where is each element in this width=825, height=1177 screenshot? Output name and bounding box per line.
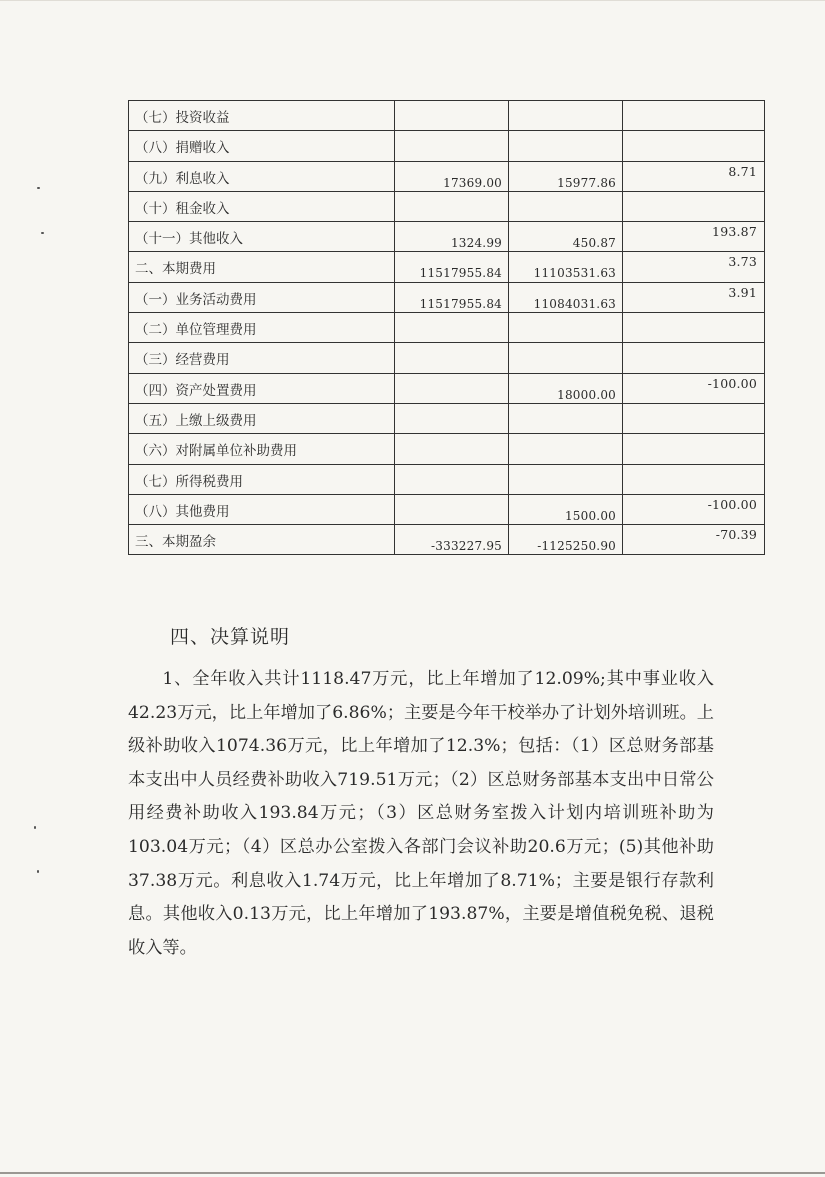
scan-speck (37, 870, 39, 873)
row-change-percent: -70.39 (623, 525, 765, 555)
row-current-amount: 17369.00 (395, 161, 509, 191)
row-current-amount (395, 101, 509, 131)
scan-speck (37, 187, 40, 189)
row-current-amount (395, 343, 509, 373)
row-change-percent: -100.00 (623, 373, 765, 403)
table-row (129, 525, 765, 555)
row-current-amount: 1324.99 (395, 222, 509, 252)
row-previous-amount (509, 131, 623, 161)
table-row (129, 222, 765, 252)
row-change-percent (623, 191, 765, 221)
row-item-label: （八）捐赠收入 (129, 131, 395, 161)
row-change-percent (623, 434, 765, 464)
row-change-percent: 3.91 (623, 282, 765, 312)
row-previous-amount: 1500.00 (509, 494, 623, 524)
row-item-label: （七）投资收益 (129, 101, 395, 131)
row-previous-amount: 11084031.63 (509, 282, 623, 312)
row-current-amount (395, 464, 509, 494)
row-change-percent (623, 313, 765, 343)
row-current-amount (395, 494, 509, 524)
row-previous-amount: 18000.00 (509, 373, 623, 403)
table-row (129, 282, 765, 312)
row-current-amount (395, 434, 509, 464)
row-item-label: （八）其他费用 (129, 494, 395, 524)
row-item-label: （一）业务活动费用 (129, 282, 395, 312)
row-current-amount: 11517955.84 (395, 252, 509, 282)
table-row (129, 434, 765, 464)
page-bottom-edge (0, 1172, 825, 1174)
table-row (129, 343, 765, 373)
row-change-percent (623, 403, 765, 433)
row-current-amount (395, 403, 509, 433)
row-previous-amount (509, 313, 623, 343)
row-item-label: （九）利息收入 (129, 161, 395, 191)
row-previous-amount: 450.87 (509, 222, 623, 252)
row-item-label: 三、本期盈余 (129, 525, 395, 555)
row-current-amount (395, 131, 509, 161)
section-heading: 四、决算说明 (170, 626, 291, 648)
row-item-label: （七）所得税费用 (129, 464, 395, 494)
row-change-percent (623, 343, 765, 373)
row-item-label: （三）经营费用 (129, 343, 395, 373)
row-item-label: （十）租金收入 (129, 191, 395, 221)
row-previous-amount (509, 343, 623, 373)
income-expense-table (128, 100, 765, 555)
row-item-label: （二）单位管理费用 (129, 313, 395, 343)
table-row (129, 191, 765, 221)
row-previous-amount (509, 403, 623, 433)
table-row (129, 464, 765, 494)
row-previous-amount (509, 101, 623, 131)
row-current-amount (395, 313, 509, 343)
row-change-percent (623, 101, 765, 131)
explanation-paragraph: 1、全年收入共计1118.47万元，比上年增加了12.09%;其中事业收入42.23万元，比上年增加了6.86%；主要是今年干校举办了计划外培训班。上级补助收入1074.36万元，比上年增加了12.3%；包括：（1）区总财务部基本支出中人员经费补助收入719.51万元；（2）区总财务部基本支出中日常公用经费补助收入193.84万元；（3）区总财务室拨入计划内培训班补助为103.04万元；（4）区总办公室拨入各部门会议补助20.6万元；(5)其他补助37.38万元。利息收入1.74万元，比上年增加了8.71%；主要是银行存款利息。其他收入0.13万元，比上年增加了193.87%，主要是增值税免税、退税收入等。 (128, 669, 714, 958)
table-row (129, 252, 765, 282)
table-row (129, 494, 765, 524)
table-row (129, 313, 765, 343)
row-current-amount: 11517955.84 (395, 282, 509, 312)
row-previous-amount: -1125250.90 (509, 525, 623, 555)
scan-speck (34, 826, 36, 829)
row-item-label: （六）对附属单位补助费用 (129, 434, 395, 464)
row-previous-amount (509, 191, 623, 221)
row-change-percent: -100.00 (623, 494, 765, 524)
row-previous-amount (509, 464, 623, 494)
row-item-label: （四）资产处置费用 (129, 373, 395, 403)
table-row (129, 161, 765, 191)
row-previous-amount: 15977.86 (509, 161, 623, 191)
table-row (129, 131, 765, 161)
row-change-percent (623, 464, 765, 494)
row-change-percent (623, 131, 765, 161)
row-item-label: 二、本期费用 (129, 252, 395, 282)
table-body (129, 101, 765, 555)
row-previous-amount: 11103531.63 (509, 252, 623, 282)
row-change-percent: 3.73 (623, 252, 765, 282)
table-row (129, 373, 765, 403)
page-top-edge (0, 0, 825, 1)
table-row (129, 101, 765, 131)
scan-speck (41, 232, 44, 234)
row-change-percent: 8.71 (623, 161, 765, 191)
row-current-amount (395, 373, 509, 403)
row-current-amount (395, 191, 509, 221)
row-change-percent: 193.87 (623, 222, 765, 252)
row-previous-amount (509, 434, 623, 464)
table-row (129, 403, 765, 433)
row-item-label: （五）上缴上级费用 (129, 403, 395, 433)
row-item-label: （十一）其他收入 (129, 222, 395, 252)
row-current-amount: -333227.95 (395, 525, 509, 555)
